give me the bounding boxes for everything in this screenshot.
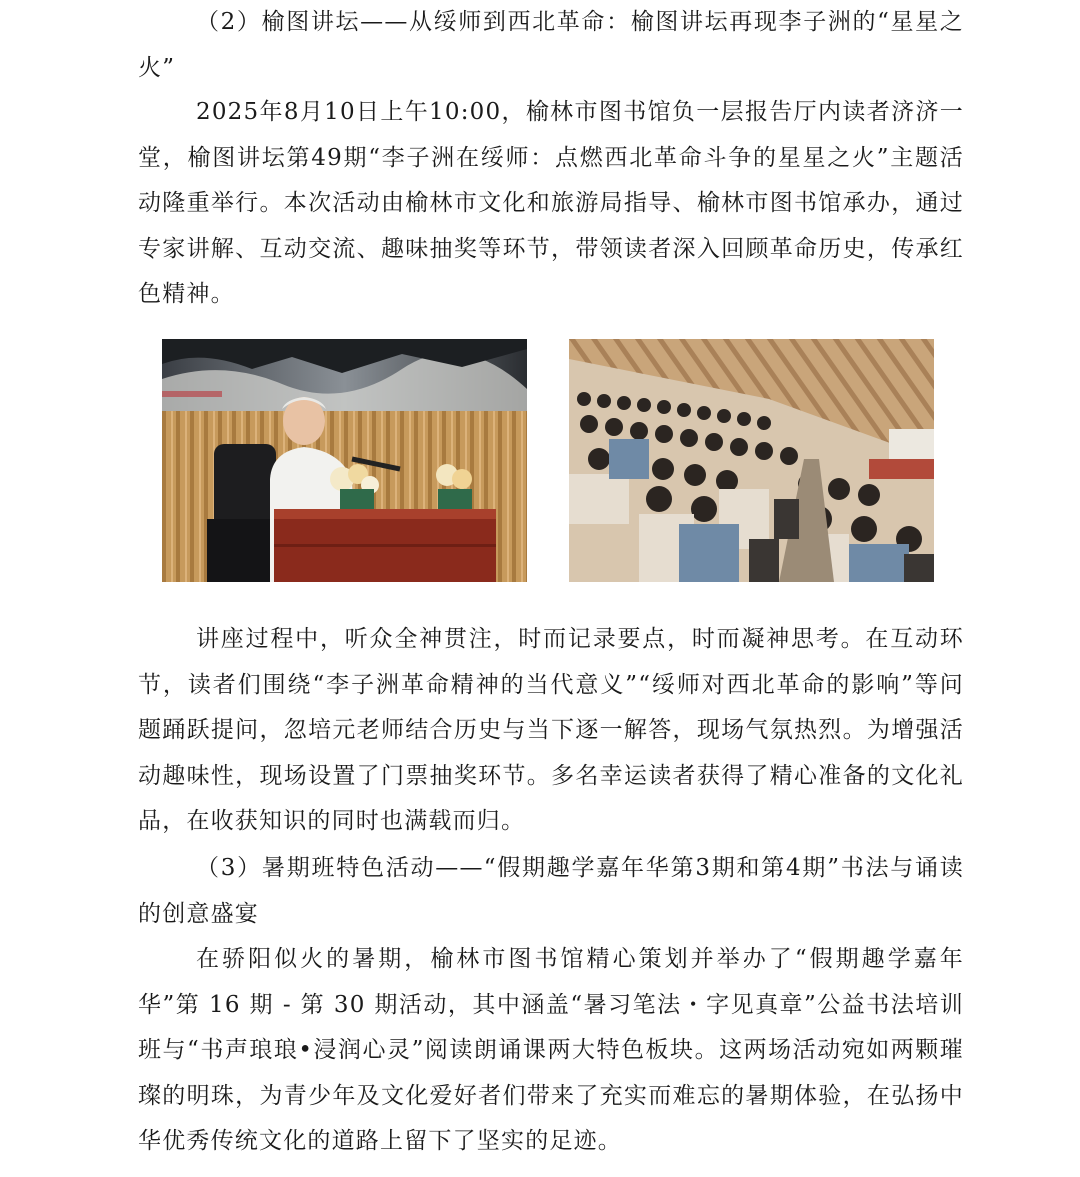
speaker-photo <box>162 339 527 582</box>
audience-photo <box>569 339 934 582</box>
section-2-paragraph-1: 2025年8月10日上午10:00，榆林市图书馆负一层报告厅内读者济济一堂，榆图讲坛第49期“李子洲在绥师：点燃西北革命斗争的星星之火”主题活动隆重举行。本次活动由榆林市文化和旅游局指导、榆林市图书馆承办，通过专家讲解、互动交流、趣味抽奖等环节，带领读者深入回顾革命历史，传承红色精神。 <box>138 99 964 307</box>
section-2-paragraph-2: 讲座过程中，听众全神贯注，时而记录要点，时而凝神思考。在互动环节，读者们围绕“李子洲革命精神的当代意义”“绥师对西北革命的影响”等问题踊跃提问，忽培元老师结合历史与当下逐一解答，现场气氛热烈。为增强活动趣味性，现场设置了门票抽奖环节。多名幸运读者获得了精心准备的文化礼品，在收获知识的同时也满载而归。 <box>138 626 964 834</box>
section-3-paragraph-1: 在骄阳似火的暑期，榆林市图书馆精心策划并举办了“假期趣学嘉年华”第 16 期 - 第 30 期活动，其中涵盖“暑习笔法・字见真章”公益书法培训班与“书声琅琅•浸润心灵”阅读朗诵课两大特色板块。这两场活动宛如两颗璀璨的明珠，为青少年及文化爱好者们带来了充实而难忘的暑期体验，在弘扬中华优秀传统文化的道路上留下了坚实的足迹。 <box>138 946 964 1154</box>
section-3-title: （3）暑期班特色活动——“假期趣学嘉年华第3期和第4期”书法与诵读的创意盛宴 <box>138 855 964 927</box>
section-2-title: （2）榆图讲坛——从绥师到西北革命：榆图讲坛再现李子洲的“星星之火” <box>138 9 964 81</box>
